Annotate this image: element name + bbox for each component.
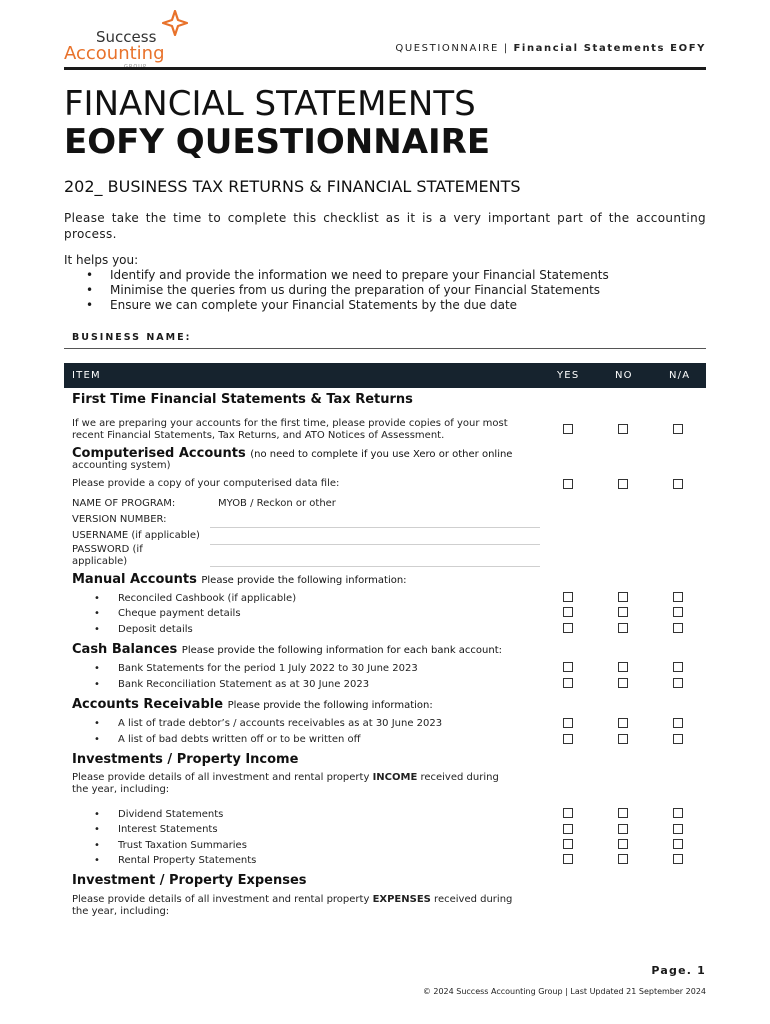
checkbox-na[interactable] bbox=[673, 854, 683, 864]
checkbox-no[interactable] bbox=[618, 718, 628, 728]
section-title-receivable bbox=[72, 697, 433, 712]
page-number: Page. 1 bbox=[651, 964, 706, 977]
bullet: • bbox=[94, 824, 100, 835]
bullet: • bbox=[94, 855, 100, 866]
star-icon bbox=[162, 10, 188, 36]
column-header-item: ITEM bbox=[72, 370, 101, 381]
business-name-label: BUSINESS NAME: bbox=[72, 332, 192, 343]
checkbox-na[interactable] bbox=[673, 678, 683, 688]
checkbox-no[interactable] bbox=[618, 678, 628, 688]
username-field[interactable] bbox=[210, 544, 540, 545]
income-text-line2: the year, including: bbox=[72, 784, 170, 795]
checkbox-na[interactable] bbox=[673, 424, 683, 434]
username-label: USERNAME (if applicable) bbox=[72, 530, 200, 541]
income-text-c: received during bbox=[417, 772, 499, 783]
checkbox-no[interactable] bbox=[618, 424, 628, 434]
checkbox-no[interactable] bbox=[618, 479, 628, 489]
checkbox-no[interactable] bbox=[618, 854, 628, 864]
checkbox-yes[interactable] bbox=[563, 808, 573, 818]
expenses-text-b: EXPENSES bbox=[372, 894, 431, 905]
section-title-computerised bbox=[72, 446, 512, 461]
page-title-line2: EOFY QUESTIONNAIRE bbox=[64, 122, 491, 162]
list-item-label: A list of bad debts written off or to be written off bbox=[118, 734, 361, 745]
password-label-line1: PASSWORD (if bbox=[72, 544, 143, 555]
checkbox-na[interactable] bbox=[673, 808, 683, 818]
computerised-title: Computerised Accounts bbox=[72, 446, 246, 461]
checkbox-yes[interactable] bbox=[563, 662, 573, 672]
table-header bbox=[64, 363, 706, 388]
cash-note: Please provide the following information for each bank account: bbox=[181, 645, 502, 656]
checkbox-no[interactable] bbox=[618, 808, 628, 818]
checkbox-yes[interactable] bbox=[563, 839, 573, 849]
bullet: • bbox=[94, 734, 100, 745]
column-header-no: NO bbox=[615, 370, 633, 381]
password-label bbox=[72, 544, 143, 568]
helps-heading: It helps you: bbox=[64, 253, 139, 267]
expenses-text bbox=[72, 894, 512, 918]
receivable-note: Please provide the following information: bbox=[227, 700, 433, 711]
header-doc-title: Financial Statements EOFY bbox=[513, 43, 706, 54]
list-item-label: Bank Reconciliation Statement as at 30 June 2023 bbox=[118, 679, 370, 690]
checkbox-yes[interactable] bbox=[563, 623, 573, 633]
computerised-note: (no need to complete if you use Xero or other online bbox=[250, 449, 513, 460]
list-item-label: Deposit details bbox=[118, 624, 193, 635]
cash-title: Cash Balances bbox=[72, 642, 178, 657]
version-number-field[interactable] bbox=[210, 527, 540, 528]
expenses-text-a: Please provide details of all investment and rental property bbox=[72, 894, 373, 905]
checkbox-na[interactable] bbox=[673, 839, 683, 849]
section-title-income: Investments / Property Income bbox=[72, 752, 299, 767]
section-title-first-time: First Time Financial Statements & Tax Returns bbox=[72, 392, 413, 407]
bullet: • bbox=[94, 624, 100, 635]
program-name-value: MYOB / Reckon or other bbox=[218, 498, 336, 509]
checkbox-yes[interactable] bbox=[563, 678, 573, 688]
column-header-yes: YES bbox=[557, 370, 580, 381]
manual-title: Manual Accounts bbox=[72, 572, 197, 587]
list-item-label: Cheque payment details bbox=[118, 608, 241, 619]
checkbox-yes[interactable] bbox=[563, 424, 573, 434]
checkbox-no[interactable] bbox=[618, 592, 628, 602]
computerised-text: Please provide a copy of your computerised data file: bbox=[72, 478, 340, 489]
list-item-label: Trust Taxation Summaries bbox=[118, 840, 247, 851]
list-item-label: Interest Statements bbox=[118, 824, 218, 835]
checkbox-yes[interactable] bbox=[563, 718, 573, 728]
bullet: • bbox=[94, 718, 100, 729]
list-item-label: A list of trade debtor’s / accounts receivables as at 30 June 2023 bbox=[118, 718, 443, 729]
logo-text-accounting: Accounting bbox=[64, 43, 165, 64]
section-title-expenses: Investment / Property Expenses bbox=[72, 873, 307, 888]
password-label-line2: applicable) bbox=[72, 556, 128, 567]
income-text bbox=[72, 772, 499, 796]
expenses-text-line1 bbox=[72, 894, 512, 906]
first-time-text-line1: If we are preparing your accounts for the first time, please provide copies of your most bbox=[72, 418, 508, 429]
bullet: • bbox=[94, 809, 100, 820]
logo-text-success: Success bbox=[96, 28, 157, 46]
checkbox-no[interactable] bbox=[618, 824, 628, 834]
footer-text: © 2024 Success Accounting Group | Last Updated 21 September 2024 bbox=[422, 987, 706, 996]
income-text-line1 bbox=[72, 772, 499, 784]
first-time-text-line2: recent Financial Statements, Tax Returns, and ATO Notices of Assessment. bbox=[72, 430, 445, 441]
list-item-label: Bank Statements for the period 1 July 2022 to 30 June 2023 bbox=[118, 663, 418, 674]
list-item: • Minimise the queries from us during the preparation of your Financial Statements bbox=[86, 283, 609, 298]
income-text-b: INCOME bbox=[372, 772, 418, 783]
section-title-manual bbox=[72, 572, 407, 587]
checkbox-na[interactable] bbox=[673, 734, 683, 744]
bullet: • bbox=[94, 608, 100, 619]
manual-note: Please provide the following information: bbox=[201, 575, 407, 586]
list-item-label: Reconciled Cashbook (if applicable) bbox=[118, 593, 297, 604]
checkbox-na[interactable] bbox=[673, 718, 683, 728]
checkbox-no[interactable] bbox=[618, 607, 628, 617]
column-header-na: N/A bbox=[669, 370, 691, 381]
header-divider bbox=[64, 67, 706, 70]
expenses-text-line2: the year, including: bbox=[72, 906, 170, 917]
checkbox-yes[interactable] bbox=[563, 592, 573, 602]
company-logo bbox=[62, 10, 192, 66]
list-item-label: Dividend Statements bbox=[118, 809, 224, 820]
document-header bbox=[395, 43, 706, 54]
computerised-note-line2: accounting system) bbox=[72, 460, 171, 471]
intro-paragraph: Please take the time to complete this checklist as it is a very important part of the accounting process. bbox=[64, 211, 706, 241]
section-title-cash bbox=[72, 642, 502, 657]
bullet: • bbox=[94, 840, 100, 851]
business-name-field[interactable] bbox=[64, 348, 706, 349]
checkbox-yes[interactable] bbox=[563, 854, 573, 864]
checkbox-na[interactable] bbox=[673, 623, 683, 633]
income-text-a: Please provide details of all investment and rental property bbox=[72, 772, 373, 783]
version-number-label: VERSION NUMBER: bbox=[72, 514, 167, 525]
list-item-label: Rental Property Statements bbox=[118, 855, 257, 866]
page-title-line1: FINANCIAL STATEMENTS bbox=[64, 84, 476, 124]
first-time-text bbox=[72, 418, 508, 442]
expenses-text-c: received during bbox=[430, 894, 513, 905]
checkbox-no[interactable] bbox=[618, 662, 628, 672]
list-item: • Ensure we can complete your Financial Statements by the due date bbox=[86, 298, 609, 313]
checkbox-yes[interactable] bbox=[563, 607, 573, 617]
bullet: • bbox=[94, 679, 100, 690]
checkbox-na[interactable] bbox=[673, 607, 683, 617]
checkbox-yes[interactable] bbox=[563, 479, 573, 489]
checkbox-no[interactable] bbox=[618, 623, 628, 633]
checkbox-yes[interactable] bbox=[563, 824, 573, 834]
checkbox-na[interactable] bbox=[673, 824, 683, 834]
header-prefix: QUESTIONNAIRE | bbox=[395, 43, 514, 54]
program-name-label: NAME OF PROGRAM: bbox=[72, 498, 176, 509]
checkbox-na[interactable] bbox=[673, 662, 683, 672]
checkbox-no[interactable] bbox=[618, 839, 628, 849]
bullet: • bbox=[94, 593, 100, 604]
list-item: • Identify and provide the information we need to prepare your Financial Statements bbox=[86, 268, 609, 283]
bullet: • bbox=[94, 663, 100, 674]
helps-list bbox=[86, 268, 609, 313]
checkbox-na[interactable] bbox=[673, 592, 683, 602]
page-subtitle: 202_ BUSINESS TAX RETURNS & FINANCIAL STATEMENTS bbox=[64, 177, 521, 196]
checkbox-yes[interactable] bbox=[563, 734, 573, 744]
password-field[interactable] bbox=[210, 566, 540, 567]
receivable-title: Accounts Receivable bbox=[72, 697, 224, 712]
checkbox-no[interactable] bbox=[618, 734, 628, 744]
checkbox-na[interactable] bbox=[673, 479, 683, 489]
